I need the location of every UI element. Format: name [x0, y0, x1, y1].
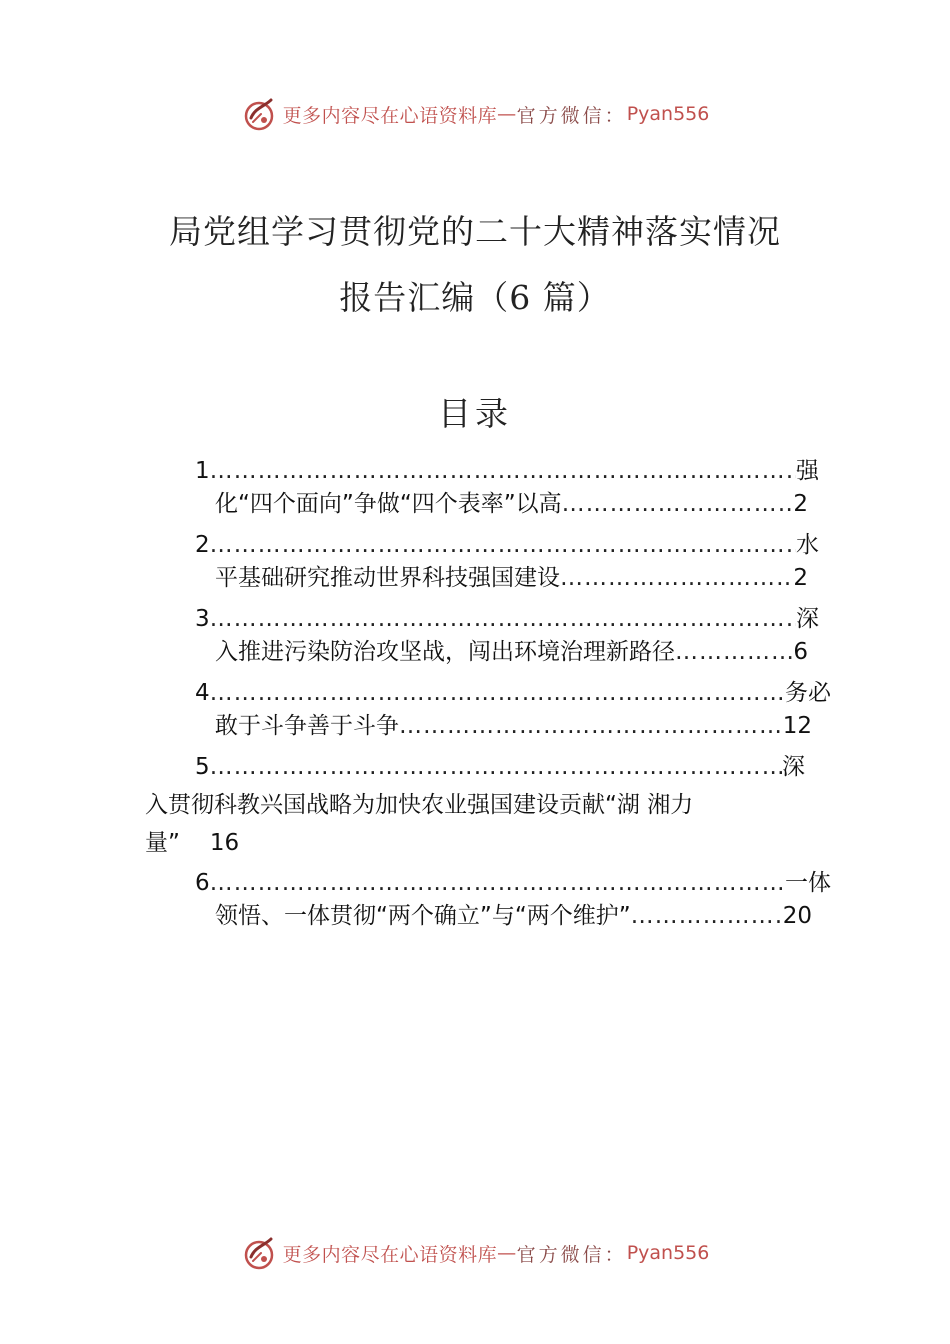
toc-entry-6-body[interactable]: [215, 901, 812, 931]
toc-entry-head-tail: 一体: [785, 870, 831, 896]
document-title-line1: 局党组学习贯彻党的二十大精神落实情况: [169, 212, 781, 251]
toc-leader-dots: [631, 901, 783, 931]
toc-leader-dots: [210, 604, 796, 634]
banner-wechat-label: 官方微信：: [516, 104, 627, 127]
toc-entry-title-end: 量”: [145, 830, 180, 856]
toc-leader-dots: [210, 678, 785, 708]
toc-entry-page: 20: [782, 903, 812, 929]
toc-entry-5-wrap1[interactable]: [145, 790, 693, 820]
toc-entry-number: 1: [195, 458, 210, 484]
toc-entry-number: 4: [195, 680, 210, 706]
pen-seal-logo-icon: [241, 96, 277, 132]
toc-entry-title: 敢于斗争善于斗争: [215, 713, 399, 739]
toc-heading: 目录: [438, 394, 512, 433]
toc-entry-1-head[interactable]: [195, 456, 819, 486]
toc-entry-title: 入贯彻科教兴国战略为加快农业强国建设贡献“湖 湘力: [145, 792, 694, 818]
toc-entry-number: 3: [195, 606, 210, 632]
toc-leader-dots: [210, 868, 785, 898]
toc-leader-dots: [210, 530, 796, 560]
pen-seal-logo-icon: [241, 1235, 277, 1271]
banner-wechat-id: Pyan556: [626, 1242, 710, 1264]
toc-leader-dots: [399, 711, 783, 741]
toc-entry-2-body[interactable]: [215, 563, 808, 593]
toc-entry-number: 5: [195, 754, 210, 780]
toc-entry-title: 领悟、一体贯彻“两个确立”与“两个维护”: [215, 903, 631, 929]
toc-leader-dots: [560, 563, 793, 593]
banner-wechat-label: 官方微信：: [516, 1243, 627, 1266]
toc-entry-title: 平基础研究推动世界科技强国建设: [215, 565, 560, 591]
banner-separator: —: [497, 1242, 517, 1264]
toc-entry-number: 6: [195, 870, 210, 896]
toc-entry-head-tail: 水: [796, 532, 819, 558]
toc-entry-5-head[interactable]: [195, 752, 805, 782]
toc-leader-dots: [675, 637, 793, 667]
toc-entry-4-head[interactable]: [195, 678, 831, 708]
toc-entry-page: 16: [209, 830, 240, 856]
header-watermark-banner: [0, 92, 950, 136]
toc-entry-page: 2: [793, 491, 808, 517]
toc-entry-5-wrap2[interactable]: [145, 828, 239, 858]
toc-entry-title: 入推进污染防治攻坚战，闯出环境治理新路径: [215, 639, 675, 665]
toc-entry-number: 2: [195, 532, 210, 558]
toc-entry-title: 化“四个面向”争做“四个表率”以高: [215, 491, 562, 517]
toc-entry-3-body[interactable]: [215, 637, 808, 667]
toc-entry-2-head[interactable]: [195, 530, 819, 560]
toc-entry-4-body[interactable]: [215, 711, 812, 741]
toc-leader-dots: [210, 752, 782, 782]
toc-entry-1-body[interactable]: [215, 489, 808, 519]
toc-leader-dots: [210, 456, 796, 486]
toc-entry-head-tail: 深: [782, 754, 805, 780]
banner-separator: —: [497, 103, 517, 125]
toc-entry-head-tail: 强: [796, 458, 819, 484]
toc-entry-3-head[interactable]: [195, 604, 819, 634]
toc-entry-head-tail: 务必: [785, 680, 831, 706]
toc-entry-head-tail: 深: [796, 606, 819, 632]
footer-watermark-banner: [0, 1231, 950, 1275]
toc-entry-page: 12: [782, 713, 812, 739]
toc-entry-6-head[interactable]: [195, 868, 831, 898]
banner-wechat-id: Pyan556: [626, 103, 710, 125]
toc-leader-dots: [562, 489, 794, 519]
toc-entry-page: 2: [793, 565, 808, 591]
banner-text: 更多内容尽在心语资料库: [282, 1243, 498, 1266]
banner-text: 更多内容尽在心语资料库: [282, 104, 498, 127]
document-title-line2: 报告汇编（6 篇）: [339, 278, 611, 317]
toc-entry-page: 6: [793, 639, 808, 665]
